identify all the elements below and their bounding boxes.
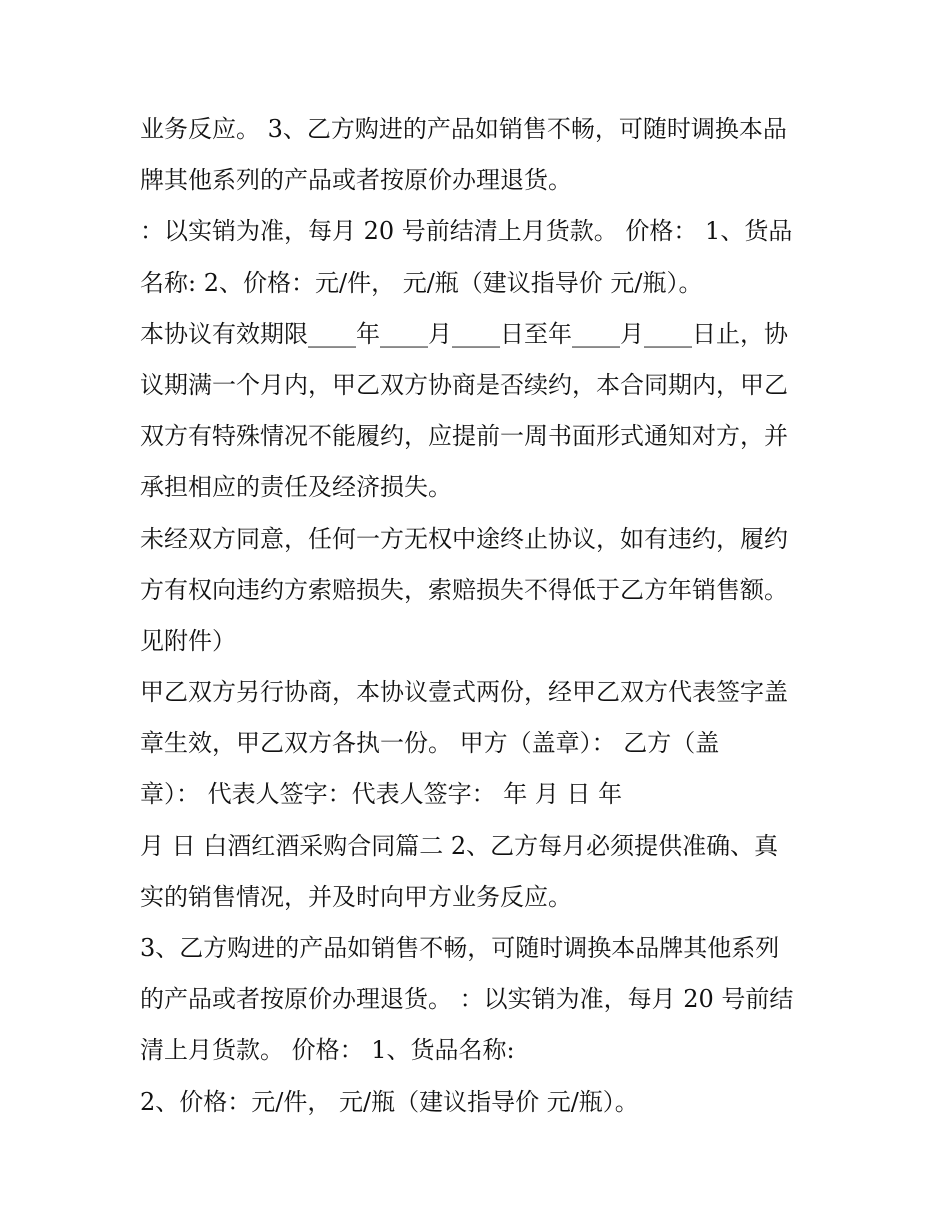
text-line: 方有权向违约方索赔损失，索赔损失不得低于乙方年销售额。 [140, 575, 788, 604]
text-line: 3、乙方购进的产品如销售不畅，可随时调换本品牌其他系列 [140, 934, 780, 962]
text-line: 清上月货款。 价格： 1、货品名称: [140, 1036, 515, 1065]
text-line: 未经双方同意，任何一方无权中途终止协议，如有违约，履约 [140, 524, 788, 553]
text-line: 本协议有效期限____年____月____日至年____月____日止，协 [140, 319, 788, 348]
text-line: 名称: 2、价格：元/件， 元/瓶（建议指导价 元/瓶）。 [140, 268, 703, 297]
text-line: 承担相应的责任及经济损失。 [140, 473, 452, 502]
text-line: 双方有特殊情况不能履约，应提前一周书面形式通知对方，并 [140, 422, 788, 451]
text-line: 月 日 白酒红酒采购合同篇二 2、乙方每月必须提供准确、真 [140, 831, 779, 860]
document-body [140, 104, 820, 1128]
text-line: 牌其他系列的产品或者按原价办理退货。 [140, 166, 572, 195]
text-line: 2、价格：元/件， 元/瓶（建议指导价 元/瓶）。 [140, 1087, 639, 1116]
text-line: ：以实销为准，每月 20 号前结清上月货款。 价格： 1、货品 [140, 217, 793, 246]
text-line: 业务反应。 3、乙方购进的产品如销售不畅，可随时调换本品 [140, 115, 787, 143]
text-line: 甲乙双方另行协商，本协议壹式两份，经甲乙双方代表签字盖 [140, 678, 788, 707]
text-line: 章生效，甲乙双方各执一份。 甲方（盖章）： 乙方（盖 [140, 729, 720, 758]
text-line: 实的销售情况，并及时向甲方业务反应。 [140, 882, 572, 911]
text-line: 章）： 代表人签字：代表人签字： 年 月 日 年 [140, 780, 623, 809]
text-line: 见附件） [140, 626, 236, 655]
text-line: 的产品或者按原价办理退货。 ：以实销为准，每月 20 号前结 [140, 985, 794, 1014]
text-line: 议期满一个月内，甲乙双方协商是否续约，本合同期内，甲乙 [140, 370, 788, 399]
